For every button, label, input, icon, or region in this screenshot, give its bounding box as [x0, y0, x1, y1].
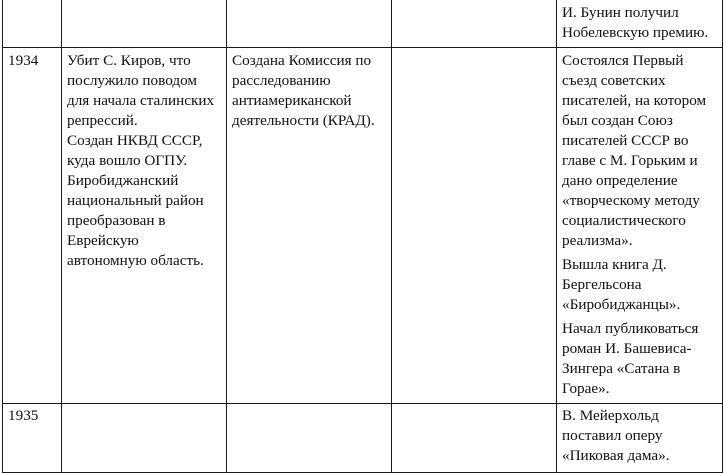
world-events-cell: [227, 48, 392, 404]
event-text: Начал публиковаться роман И. Башевиса-Зингера «Сатана в Горае».: [562, 320, 699, 397]
other-events-cell: [392, 0, 557, 48]
year-cell: 1934: [3, 48, 62, 404]
table-row-1935: [3, 404, 723, 473]
event-text: В. Мейерхольд поставил оперу «Пиковая дама».: [562, 407, 670, 464]
table-row-continued: [3, 0, 723, 48]
event-text: Вышла книга Д. Бергельсона «Биробиджанцы».: [562, 256, 681, 313]
world-events-cell: [227, 0, 392, 48]
event-text: Убит С. Киров, что послужило поводом для начала сталинских репрессий.: [67, 52, 215, 129]
chronology-table: [2, 0, 723, 473]
event-text: Состоялся Первый съезд советских писателей, на котором был создан Союз писателей СССР во главе с М. Горьким и дано определение «творческому методу социалистического реализма».: [562, 52, 707, 249]
year-cell: [3, 0, 62, 48]
ussr-events-cell: [62, 404, 227, 473]
culture-events-cell: [557, 0, 723, 48]
event-text: Биробиджанский национальный район преобразован в Еврейскую автономную область.: [67, 172, 204, 269]
ussr-events-cell: [62, 48, 227, 404]
culture-events-cell: [557, 404, 723, 473]
other-events-cell: [392, 404, 557, 473]
ussr-events-cell: [62, 0, 227, 48]
event-text: Создан НКВД СССР, куда вошло ОГПУ.: [67, 132, 203, 169]
event-text: Создана Комиссия по расследованию антиамериканской деятельности (КРАД).: [232, 52, 375, 129]
other-events-cell: [392, 48, 557, 404]
culture-events-cell: [557, 48, 723, 404]
event-text: И. Бунин получил Нобелевскую премию.: [562, 4, 709, 41]
world-events-cell: [227, 404, 392, 473]
table-row-1934: [3, 48, 723, 404]
year-cell: 1935: [3, 404, 62, 473]
